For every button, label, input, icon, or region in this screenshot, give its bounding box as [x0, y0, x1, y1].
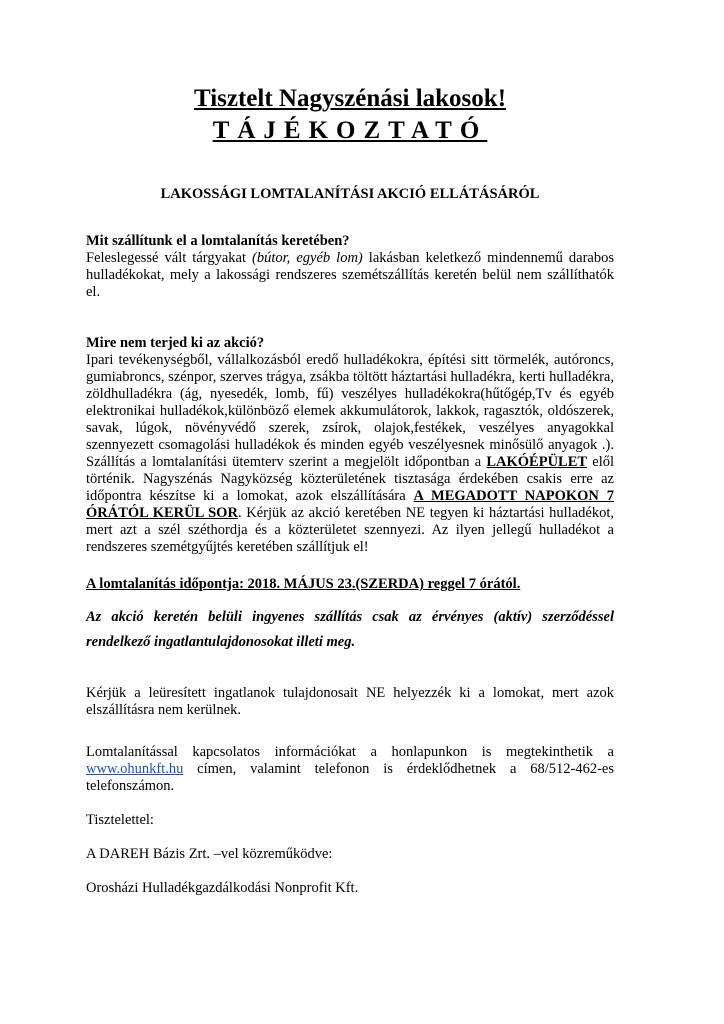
- building-emphasis: LAKÓÉPÜLET: [486, 454, 588, 470]
- signature-partner: A DAREH Bázis Zrt. –vel közreműködve:: [86, 846, 333, 862]
- eligibility-note: Az akció keretén belüli ingyenes szállítás csak az érvényes (aktív) szerződéssel rendelkező ingatlantulajdonosokat illeti meg.: [86, 609, 614, 650]
- what-heading: Mit szállítunk el a lomtalanítás keretében?: [86, 233, 350, 249]
- not-heading: Mire nem terjed ki az akció?: [86, 335, 265, 351]
- time-emphasis: A MEGADOTT NAPOKON 7 ÓRÁTÓL KERÜL SOR: [86, 488, 615, 521]
- what-paragraph: Feleslegessé vált tárgyakat (bútor, egyéb lom) lakásban keletkező mindennemű darabos hulladékokat, mely a lakossági rendszeres szemétszállítás keretén belül nem szállíthatók el.: [86, 250, 614, 300]
- page-subtitle: TÁJÉKOZTATÓ: [212, 117, 488, 144]
- page-title: Tisztelt Nagyszénási lakosok!: [193, 85, 507, 112]
- signature-greeting: Tisztelettel:: [86, 812, 154, 828]
- website-link[interactable]: www.ohunkft.hu: [86, 761, 184, 777]
- owners-paragraph: Kérjük a leüresített ingatlanok tulajdonosait NE helyezzék ki a lomokat, mert azok elszállításra nem kerülnek.: [86, 685, 614, 718]
- section-title: LAKOSSÁGI LOMTALANÍTÁSI AKCIÓ ELLÁTÁSÁRÓL: [160, 186, 540, 202]
- signature-company: Orosházi Hulladékgazdálkodási Nonprofit Kft.: [86, 880, 359, 896]
- not-paragraph: Ipari tevékenységből, vállalkozásból eredő hulladékokra, építési sitt törmelék, autóroncs, gumiabroncs, szénpor, szerves trágya, zsákba töltött háztartási hulladékra, kerti hulladékra, zöldhulladékra (ág, nyesedék, lomb, fű) veszélyes hulladékokra(hűtőgép,Tv és egyéb elektronikai hulladékok,különböző elemek akkumulátorok, lakkok, ragasztók, oldószerek, savak, lúgok, növényvédő szerek, zsírok, olajok,festékek, veszélyes anyagokkal szennyezett csomagolási hulladékok és minden egyéb veszélyesnek minősülő anyagok .). Szállítás a lomtalanítási ütemterv szerint a megjelölt időpontban a LAKÓÉPÜLET elől történik. Nagyszénás Nagyközség közterületének tisztasága érdekében csakis erre az időpontra készítse ki a lomokat, azok elszállítására A MEGADOTT NAPOKON 7 ÓRÁTÓL KERÜL SOR. Kérjük az akció keretében NE tegyen ki háztartási hulladékot, mert azt a szél széthordja és a közterületet szennyezi. Az ilyen jellegű hulladékot a rendszeres szemétgyűjtés keretében szállítjuk el!: [86, 352, 615, 555]
- document-page: [86, 84, 614, 897]
- info-paragraph: Lomtalanítással kapcsolatos információkat a honlapunkon is megtekinthetik a www.ohunkft.hu címen, valamint telefonon is érdeklődhetnek a 68/512-462-es telefonszámon.: [86, 744, 614, 794]
- date-line: A lomtalanítás időpontja: 2018. MÁJUS 23.(SZERDA) reggel 7 órától.: [86, 576, 521, 592]
